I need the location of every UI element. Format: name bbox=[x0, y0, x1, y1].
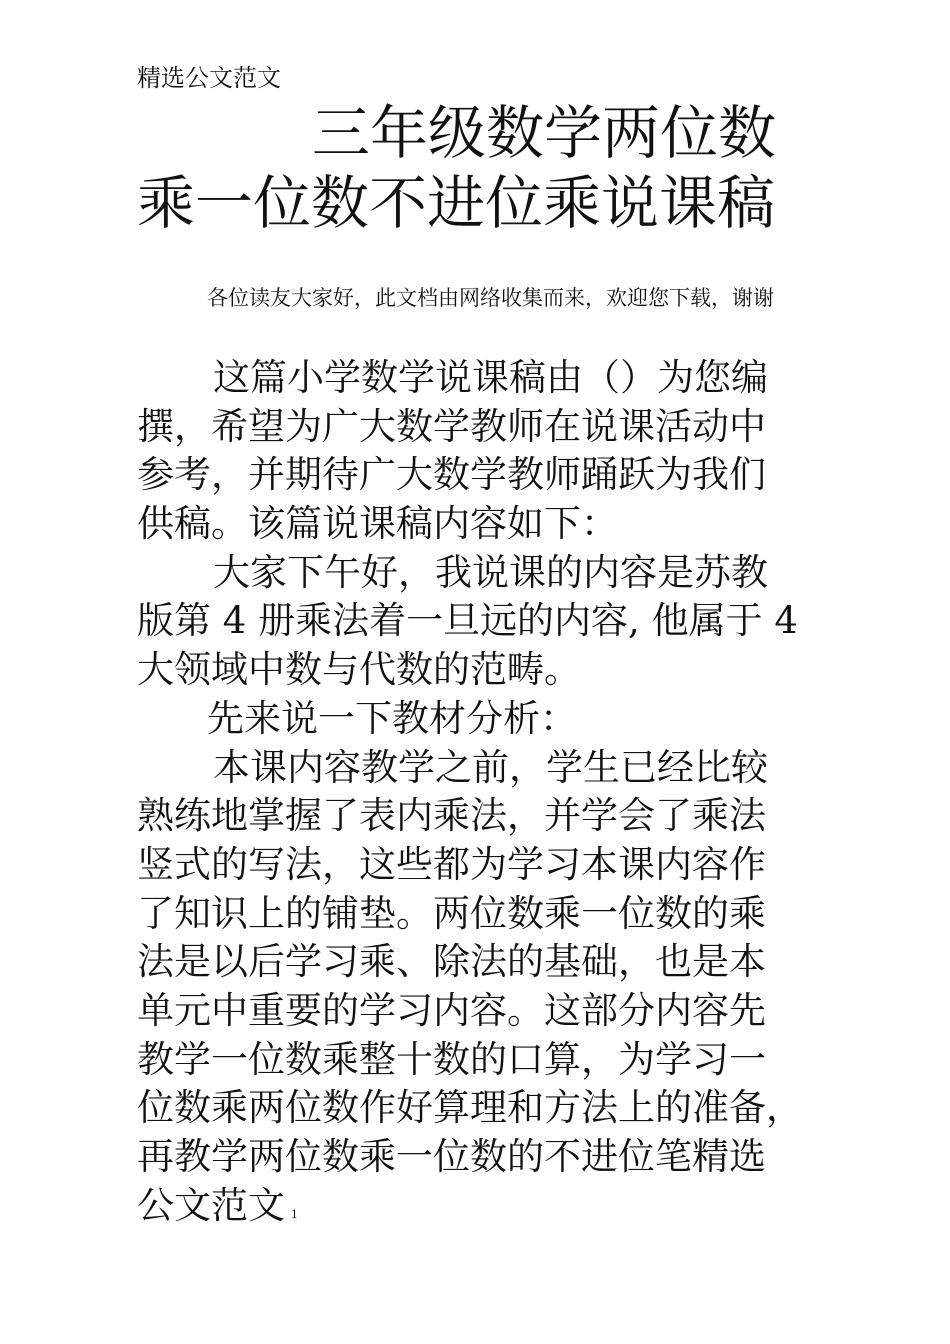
body-line: 本课内容教学之前，学生已经比较 bbox=[213, 745, 768, 789]
body-line: 再教学两位数乘一位数的不进位笔精选 bbox=[137, 1135, 766, 1178]
body-line: 版第 4 册乘法着一旦远的内容, 他属于 4 bbox=[137, 599, 798, 643]
body-line: 供稿。该篇说课稿内容如下： bbox=[137, 502, 618, 546]
header-label: 精选公文范文 bbox=[137, 64, 281, 92]
body-line: 大家下午好，我说课的内容是苏教 bbox=[213, 550, 768, 594]
body-line: 参考，并期待广大数学教师踊跃为我们 bbox=[137, 453, 766, 497]
body-line: 竖式的写法，这些都为学习本课内容作 bbox=[137, 842, 766, 886]
body-line: 教学一位数乘整十数的口算，为学习一 bbox=[137, 1037, 766, 1081]
footer-label: 公文范文 bbox=[137, 1183, 285, 1227]
body-line: 法是以后学习乘、除法的基础，也是本 bbox=[137, 940, 766, 984]
body-line: 单元中重要的学习内容。这部分内容先 bbox=[137, 988, 766, 1032]
body-line: 大领域中数与代数的范畴。 bbox=[137, 648, 581, 692]
body-line: 这篇小学数学说课稿由（）为您编 bbox=[213, 356, 768, 399]
body-line: 撰，希望为广大数学教师在说课活动中 bbox=[137, 404, 766, 448]
document-title-line-1: 三年级数学两位数 bbox=[312, 99, 777, 167]
body-line: 熟练地掌握了表内乘法，并学会了乘法 bbox=[137, 794, 766, 838]
document-title-line-2: 乘一位数不进位乘说课稿 bbox=[137, 169, 776, 237]
reader-notice: 各位读友大家好，此文档由网络收集而来，欢迎您下载，谢谢 bbox=[207, 286, 774, 310]
page-number: 1 bbox=[291, 1207, 298, 1221]
body-line: 了知识上的铺垫。两位数乘一位数的乘 bbox=[137, 891, 766, 935]
document-body bbox=[137, 354, 827, 1230]
body-line: 先来说一下教材分析： bbox=[207, 696, 577, 740]
body-line: 位数乘两位数作好算理和方法上的准备， bbox=[137, 1086, 803, 1130]
body-line-last bbox=[137, 1182, 827, 1231]
